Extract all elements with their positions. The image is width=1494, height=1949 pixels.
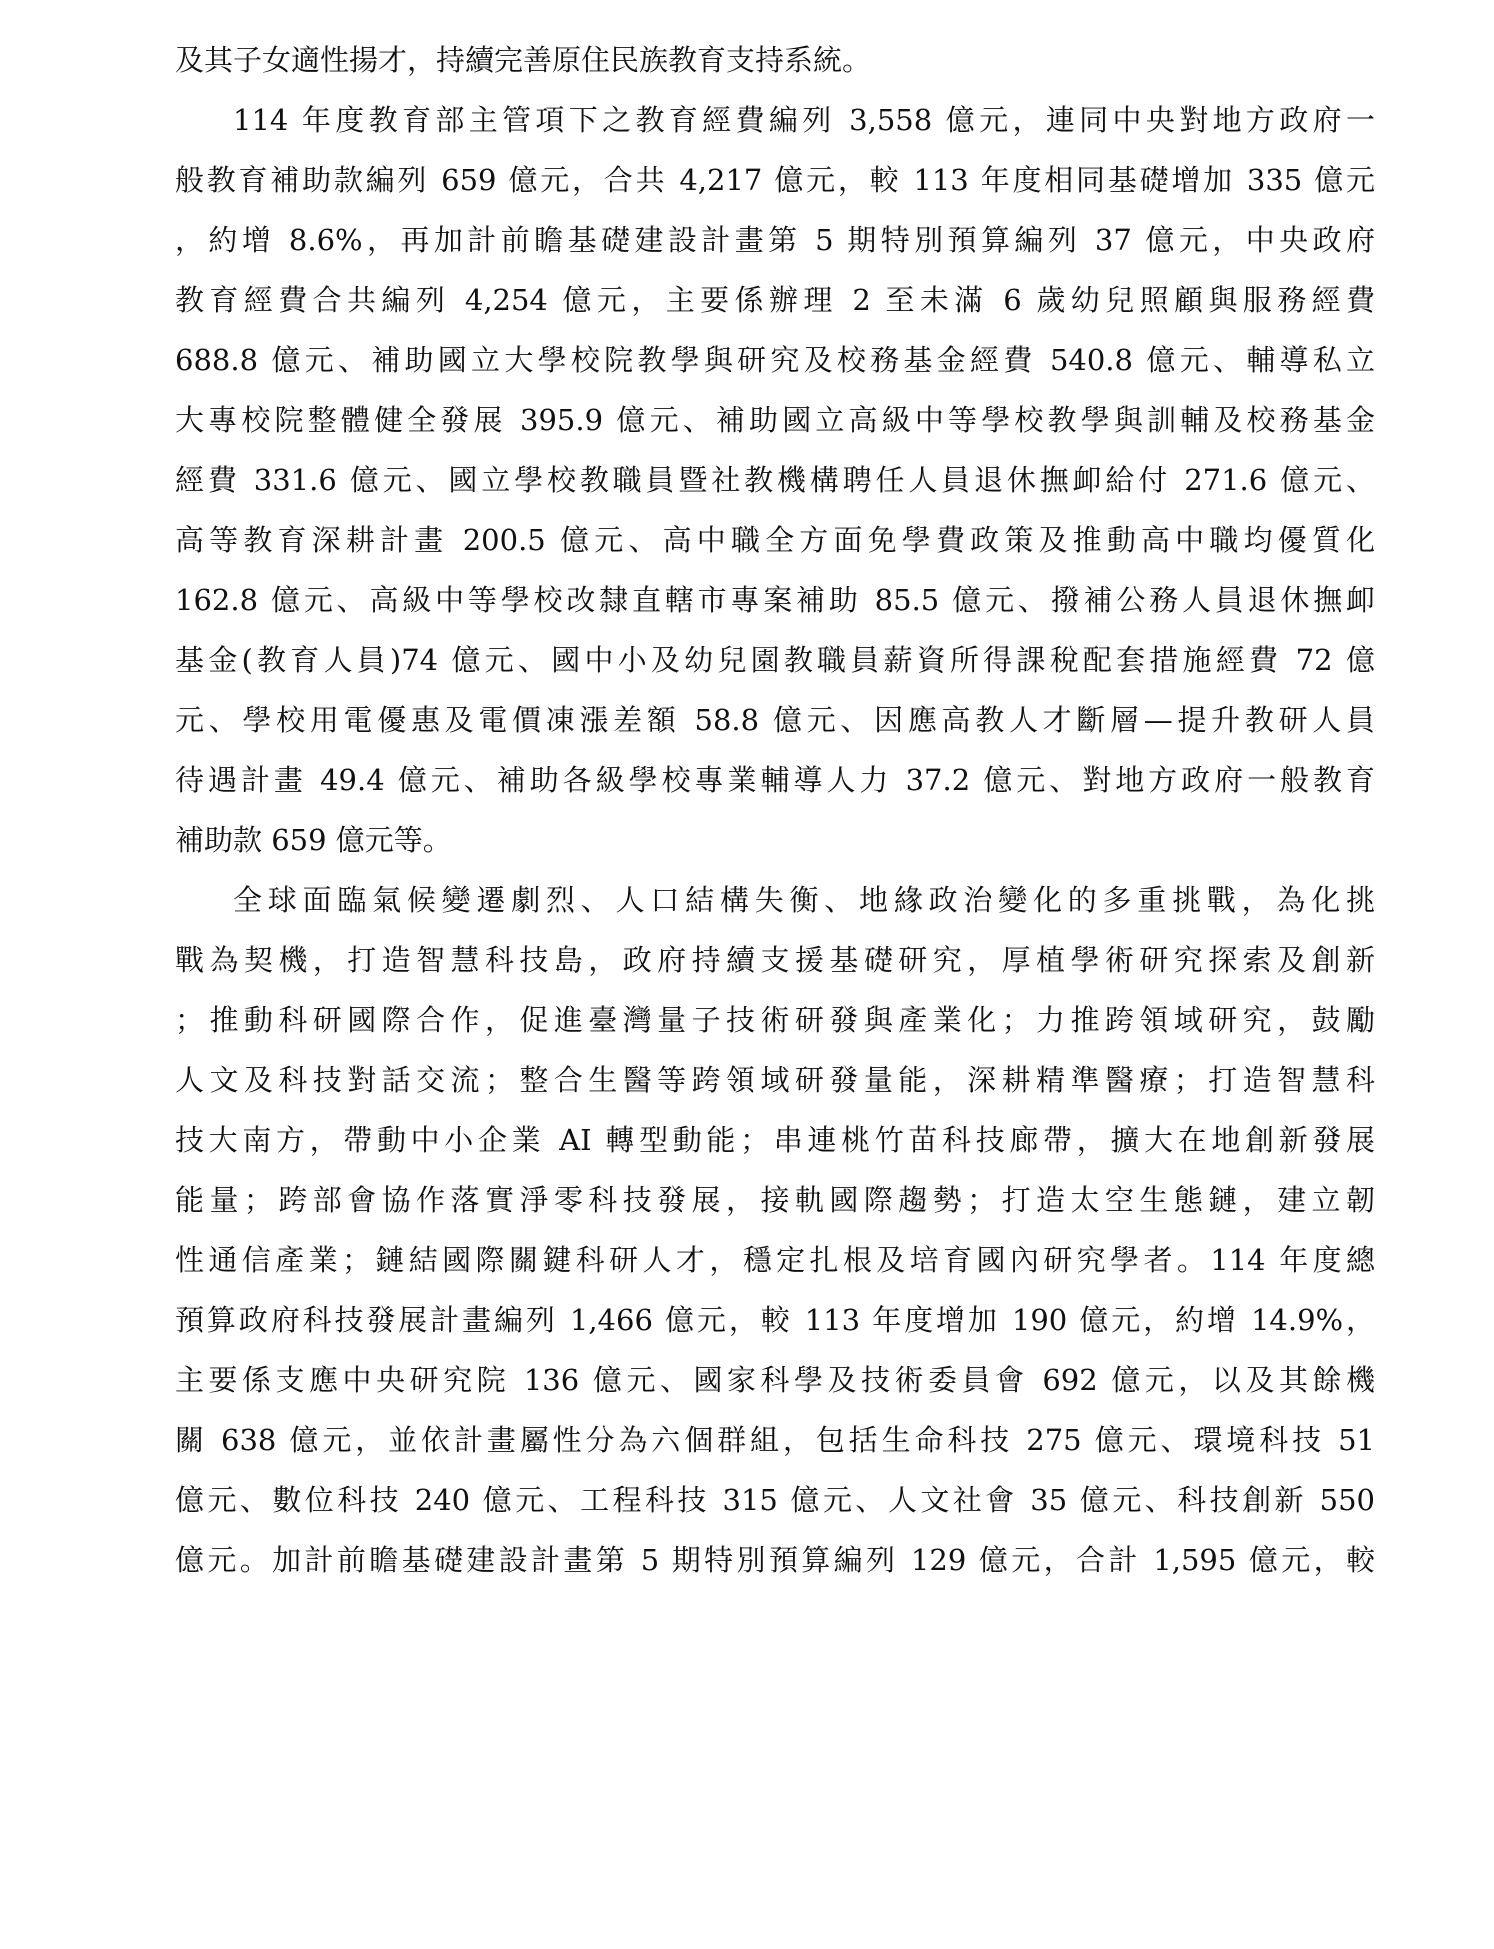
text-line: 待遇計畫 49.4 億元、補助各級學校專業輔導人力 37.2 億元、對地方政府一般教育 bbox=[175, 763, 1375, 797]
text-line: 114 年度教育部主管項下之教育經費編列 3,558 億元，連同中央對地方政府一 bbox=[233, 103, 1375, 137]
text-line: 元、學校用電優惠及電價凍漲差額 58.8 億元、因應高教人才斷層—提升教研人員 bbox=[175, 703, 1375, 737]
text-line: 基金(教育人員)74 億元、國中小及幼兒園教職員薪資所得課稅配套措施經費 72 億 bbox=[175, 643, 1375, 677]
text-line: 162.8 億元、高級中等學校改隸直轄市專案補助 85.5 億元、撥補公務人員退休撫卹 bbox=[175, 583, 1375, 617]
text-line: 經費 331.6 億元、國立學校教職員暨社教機構聘任人員退休撫卹給付 271.6 億元、 bbox=[175, 463, 1375, 497]
text-line: 主要係支應中央研究院 136 億元、國家科學及技術委員會 692 億元，以及其餘機 bbox=[175, 1363, 1375, 1397]
text-line: 高等教育深耕計畫 200.5 億元、高中職全方面免學費政策及推動高中職均優質化 bbox=[175, 523, 1375, 557]
text-line: 般教育補助款編列 659 億元，合共 4,217 億元，較 113 年度相同基礎增加 335 億元 bbox=[175, 163, 1375, 197]
text-line: 性通信產業；鏈結國際關鍵科研人才，穩定扎根及培育國內研究學者。114 年度總 bbox=[175, 1243, 1375, 1277]
text-line: 教育經費合共編列 4,254 億元，主要係辦理 2 至未滿 6 歲幼兒照顧與服務經費 bbox=[175, 283, 1375, 317]
text-line: 關 638 億元，並依計畫屬性分為六個群組，包括生命科技 275 億元、環境科技 51 bbox=[175, 1423, 1375, 1457]
text-line: 戰為契機，打造智慧科技島，政府持續支援基礎研究，厚植學術研究探索及創新 bbox=[175, 943, 1375, 977]
text-line: 能量；跨部會協作落實淨零科技發展，接軌國際趨勢；打造太空生態鏈，建立韌 bbox=[175, 1183, 1375, 1217]
text-line: 大專校院整體健全發展 395.9 億元、補助國立高級中等學校教學與訓輔及校務基金 bbox=[175, 403, 1375, 437]
text-line: ，約增 8.6%，再加計前瞻基礎建設計畫第 5 期特別預算編列 37 億元，中央政府 bbox=[175, 223, 1375, 257]
text-line: 億元。加計前瞻基礎建設計畫第 5 期特別預算編列 129 億元，合計 1,595 億元，較 bbox=[175, 1543, 1375, 1577]
text-line: 預算政府科技發展計畫編列 1,466 億元，較 113 年度增加 190 億元，約增 14.9%， bbox=[175, 1303, 1375, 1337]
paragraph-3 bbox=[175, 870, 1375, 1590]
text-line: 及其子女適性揚才，持續完善原住民族教育支持系統。 bbox=[175, 43, 872, 77]
text-line: 全球面臨氣候變遷劇烈、人口結構失衡、地緣政治變化的多重挑戰，為化挑 bbox=[233, 883, 1375, 917]
text-line: ；推動科研國際合作，促進臺灣量子技術研發與產業化；力推跨領域研究，鼓勵 bbox=[175, 1003, 1375, 1037]
text-line: 技大南方，帶動中小企業 AI 轉型動能；串連桃竹苗科技廊帶，擴大在地創新發展 bbox=[175, 1123, 1375, 1157]
text-line: 補助款 659 億元等。 bbox=[175, 823, 452, 857]
paragraph-2 bbox=[175, 90, 1375, 870]
text-line: 人文及科技對話交流；整合生醫等跨領域研發量能，深耕精準醫療；打造智慧科 bbox=[175, 1063, 1375, 1097]
text-line: 億元、數位科技 240 億元、工程科技 315 億元、人文社會 35 億元、科技創新 550 bbox=[175, 1483, 1375, 1517]
body-text bbox=[175, 30, 1375, 1590]
text-line: 688.8 億元、補助國立大學校院教學與研究及校務基金經費 540.8 億元、輔導私立 bbox=[175, 343, 1375, 377]
paragraph-1 bbox=[175, 30, 1375, 90]
